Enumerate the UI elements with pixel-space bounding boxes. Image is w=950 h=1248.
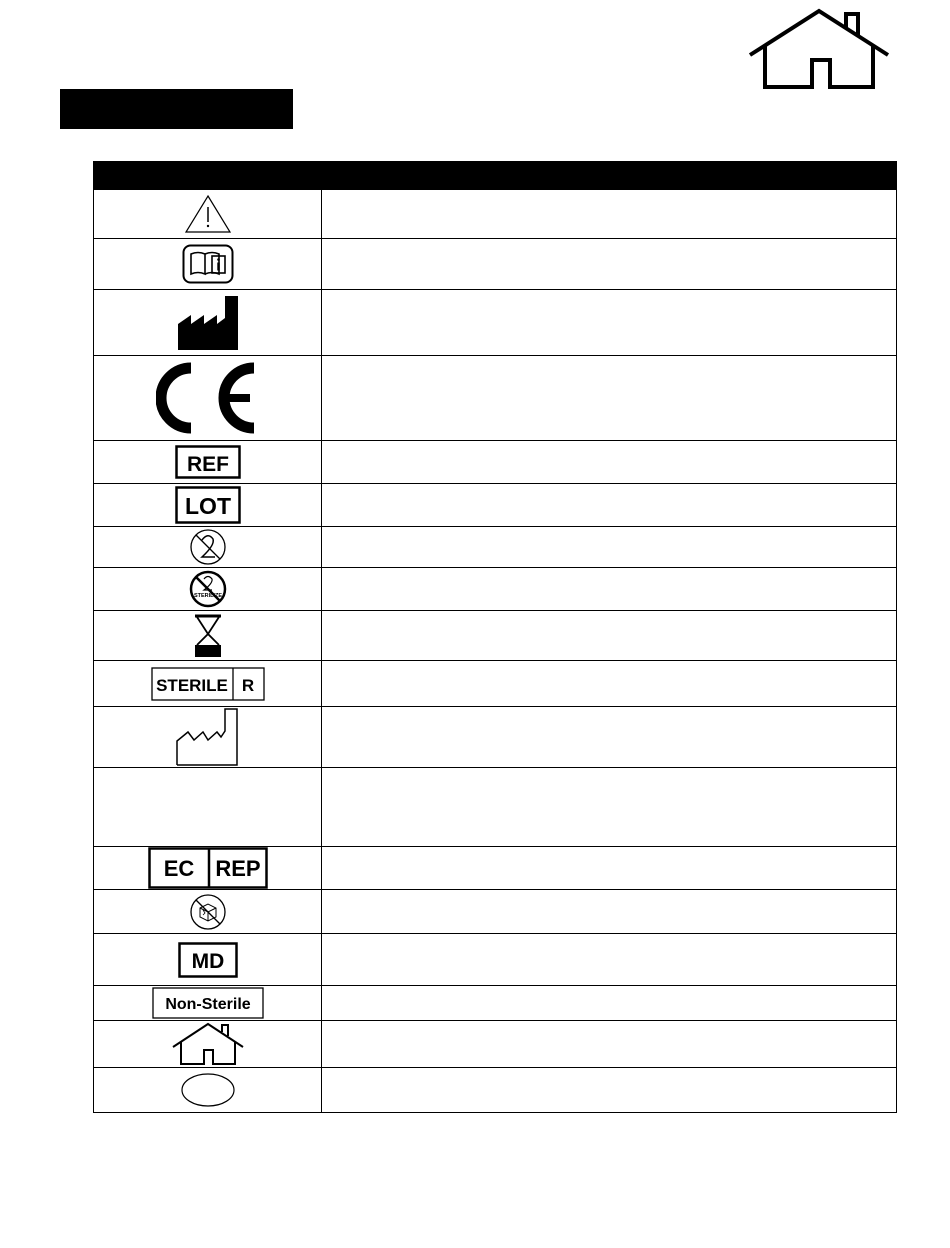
row-description xyxy=(322,1021,897,1068)
consult-instructions-icon xyxy=(182,244,234,284)
row-description xyxy=(322,890,897,934)
row-description xyxy=(322,707,897,768)
table-row xyxy=(94,290,897,356)
ec-label: EC xyxy=(163,856,194,881)
table-row xyxy=(94,986,897,1021)
row-description xyxy=(322,356,897,441)
table-row xyxy=(94,190,897,239)
row-description xyxy=(322,190,897,239)
row-description xyxy=(322,934,897,986)
medical-device-icon xyxy=(178,942,238,978)
manufacturer-icon xyxy=(176,294,240,352)
table-header-row xyxy=(94,162,897,190)
row-description xyxy=(322,290,897,356)
house-icon xyxy=(746,8,892,90)
do-not-resterilize-icon xyxy=(188,569,228,609)
caution-icon xyxy=(184,194,232,234)
table-row xyxy=(94,890,897,934)
ec-rep-icon xyxy=(148,847,268,889)
non-sterile-label: Non-Sterile xyxy=(164,996,251,1013)
table-row xyxy=(94,707,897,768)
non-sterile-icon xyxy=(152,987,264,1019)
header-description xyxy=(322,162,897,190)
row-description xyxy=(322,239,897,290)
table-row xyxy=(94,527,897,568)
row-description xyxy=(322,484,897,527)
table-row xyxy=(94,239,897,290)
row-description xyxy=(322,1068,897,1113)
sterile-r-label: R xyxy=(241,675,254,695)
ce-mark-icon xyxy=(156,360,260,436)
row-description xyxy=(322,661,897,707)
rep-label: REP xyxy=(214,856,261,881)
row-description xyxy=(322,611,897,661)
do-not-use-if-damaged-icon xyxy=(188,893,228,931)
lot-box-icon xyxy=(175,486,241,524)
use-by-date-icon xyxy=(193,614,223,658)
row-description xyxy=(322,527,897,568)
ref-label: REF xyxy=(186,453,229,476)
row-description xyxy=(322,568,897,611)
sterile-r-icon xyxy=(151,667,265,701)
table-row xyxy=(94,568,897,611)
table-row xyxy=(94,661,897,707)
title-bar xyxy=(60,89,293,129)
row-description xyxy=(322,768,897,847)
oval-icon xyxy=(180,1072,236,1108)
empty-symbol-cell xyxy=(94,768,322,847)
lot-label: LOT xyxy=(184,493,231,519)
table-row xyxy=(94,441,897,484)
table-row xyxy=(94,484,897,527)
table-row xyxy=(94,934,897,986)
row-description xyxy=(322,986,897,1021)
md-label: MD xyxy=(191,949,224,973)
row-description xyxy=(322,441,897,484)
symbols-table xyxy=(93,161,897,1113)
row-description xyxy=(322,847,897,890)
table-row xyxy=(94,1021,897,1068)
table-row xyxy=(94,768,897,847)
ref-box-icon xyxy=(175,445,241,479)
do-not-reuse-icon xyxy=(188,528,228,566)
header-symbol xyxy=(94,162,322,190)
table-row xyxy=(94,611,897,661)
table-row xyxy=(94,847,897,890)
table-row xyxy=(94,1068,897,1113)
table-row xyxy=(94,356,897,441)
house-icon xyxy=(171,1022,245,1066)
date-of-manufacture-icon xyxy=(175,707,241,767)
sterile-label: STERILE xyxy=(155,675,228,695)
sterilize-label: STERILIZE xyxy=(193,593,222,599)
